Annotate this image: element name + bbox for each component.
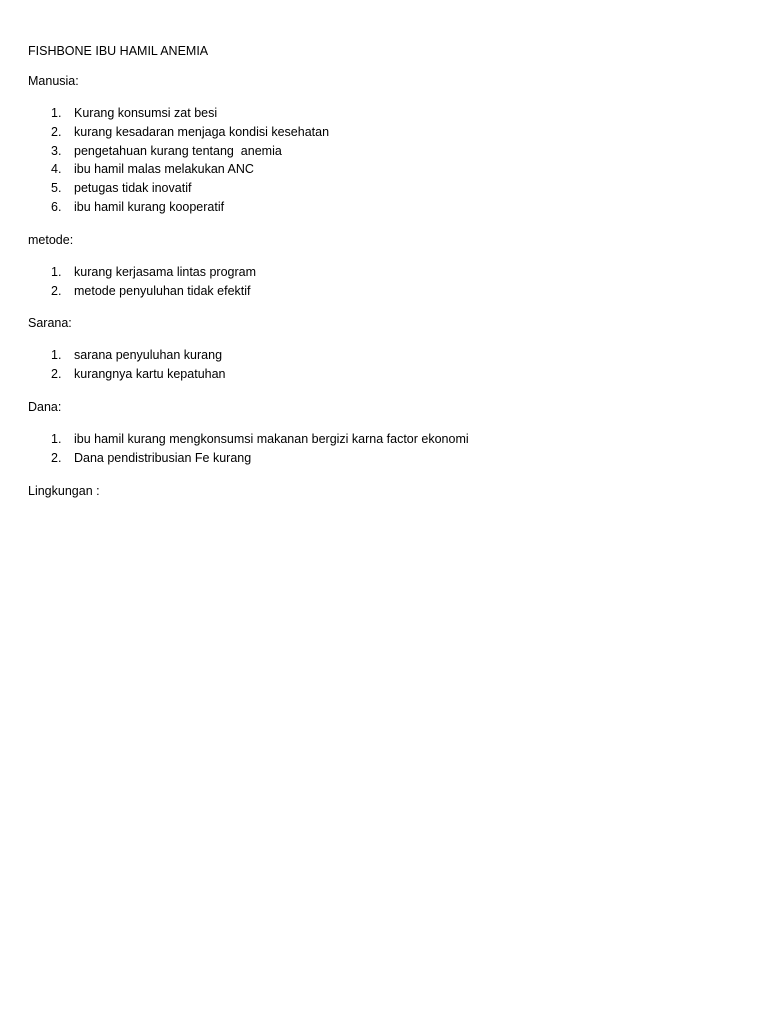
list-item-number: 2. [51, 450, 62, 465]
list-item-number: 1. [51, 264, 62, 279]
section-heading-dana: Dana: [28, 399, 62, 414]
list-item-text: kurang kesadaran menjaga kondisi kesehatan [74, 124, 330, 139]
list-item-text: Kurang konsumsi zat besi [74, 106, 218, 120]
document-title: FISHBONE IBU HAMIL ANEMIA [28, 44, 209, 58]
list-item-number: 2. [51, 367, 62, 382]
section-heading-manusia: Manusia: [28, 74, 79, 88]
list-item-text: petugas tidak inovatif [74, 181, 192, 196]
list-item [28, 449, 728, 468]
list-item-number: 1. [51, 106, 62, 120]
list-item-number: 1. [51, 348, 62, 363]
list-item [28, 160, 728, 179]
list-item [28, 142, 728, 161]
list-item [28, 198, 728, 217]
list-item-text: ibu hamil kurang mengkonsumsi makanan bergizi karna factor ekonomi [74, 431, 469, 446]
list-item-text: metode penyuluhan tidak efektif [74, 283, 251, 298]
document-page [28, 43, 728, 514]
list-dana [28, 430, 728, 468]
list-item [28, 123, 728, 142]
list-item-text: kurang kerjasama lintas program [74, 264, 257, 279]
list-metode [28, 263, 728, 301]
list-item-text: ibu hamil kurang kooperatif [74, 199, 225, 214]
list-sarana [28, 346, 728, 384]
list-item [28, 263, 728, 282]
list-item-number: 1. [51, 431, 62, 446]
list-item [28, 365, 728, 384]
list-item-number: 2. [51, 124, 62, 139]
list-item-text: kurangnya kartu kepatuhan [74, 367, 226, 382]
list-item [28, 346, 728, 365]
list-item-number: 5. [51, 181, 62, 196]
section-heading-sarana: Sarana: [28, 316, 72, 331]
list-item-number: 2. [51, 283, 62, 298]
list-item [28, 430, 728, 449]
list-item-text: Dana pendistribusian Fe kurang [74, 450, 252, 465]
list-item-text: sarana penyuluhan kurang [74, 348, 223, 363]
list-item-text: ibu hamil malas melakukan ANC [74, 162, 254, 177]
list-item-text: pengetahuan kurang tentang anemia [74, 143, 282, 158]
section-heading-lingkungan: Lingkungan : [28, 483, 100, 498]
list-item-number: 6. [51, 199, 62, 214]
list-item [28, 179, 728, 198]
list-item [28, 104, 728, 123]
list-item-number: 4. [51, 162, 62, 177]
section-heading-metode: metode: [28, 232, 74, 247]
list-item [28, 282, 728, 301]
list-item-number: 3. [51, 143, 62, 158]
list-manusia [28, 104, 728, 217]
